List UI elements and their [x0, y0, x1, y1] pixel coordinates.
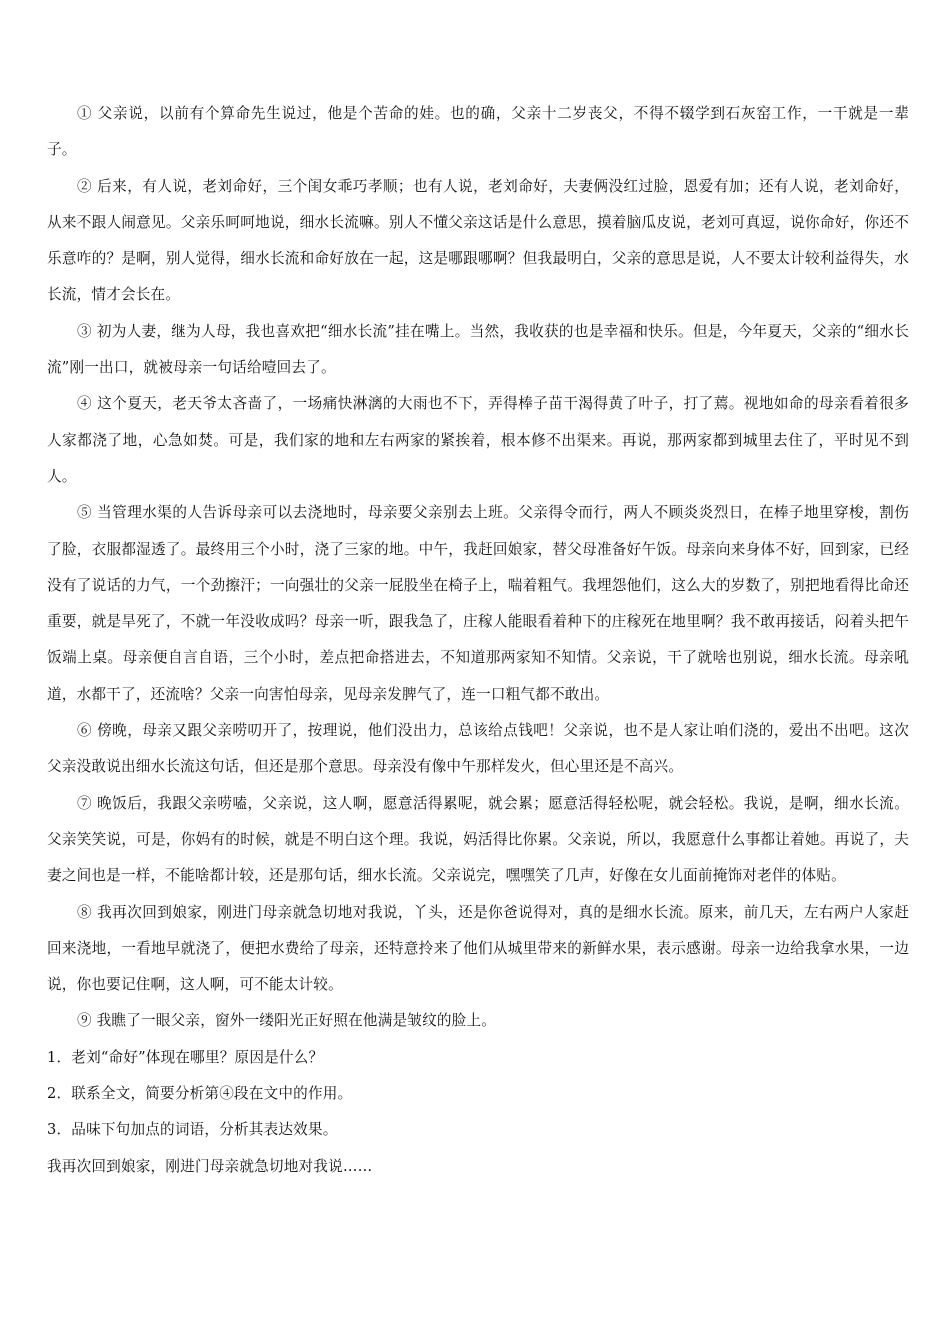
paragraph-3: ③ 初为人妻，继为人母，我也喜欢把“细水长流”挂在嘴上。当然，我收获的也是幸福和快乐。但是，今年夏天，父亲的“细水长流”刚一出口，就被母亲一句话给噎回去了。 — [47, 322, 909, 377]
paragraph-8: ⑧ 我再次回到娘家，刚进门母亲就急切地对我说，丫头，还是你爸说得对，真的是细水长流。原来，前几天，左右两户人家赶回来浇地，一看地早就浇了，便把水费给了母亲，还特意拎来了他们从城里带来的新鲜水果，表示感谢。母亲一边给我拿水果，一边说，你也要记住啊，这人啊，可不能太计较。 — [47, 903, 909, 994]
question-3: 3．品味下句加点的词语，分析其表达效果。 — [47, 1121, 338, 1139]
question-1: 1．老刘“命好”体现在哪里？原因是什么？ — [47, 1048, 324, 1066]
paragraph-9: ⑨ 我瞧了一眼父亲，窗外一缕阳光正好照在他满是皱纹的脸上。 — [77, 1012, 497, 1030]
paragraph-2: ② 后来，有人说，老刘命好，三个闺女乖巧孝顺；也有人说，老刘命好，夫妻俩没红过脸，恩爱有加；还有人说，老刘命好，从来不跟人闹意见。父亲乐呵呵地说，细水长流嘛。别人不懂父亲这话是什么意思，摸着脑瓜皮说，老刘可真逗，说你命好，你还不乐意咋的？是啊，别人觉得，细水长流和命好放在一起，这是哪跟哪啊？但我最明白，父亲的意思是说，人不要太计较利益得失，水长流，情才会长在。 — [47, 177, 909, 304]
question-2: 2．联系全文，简要分析第④段在文中的作用。 — [47, 1085, 353, 1103]
quoted-sentence: 我再次回到娘家，刚进门母亲就急切地对我说…… — [47, 1157, 373, 1175]
document-page — [47, 96, 909, 1185]
paragraph-6: ⑥ 傍晚，母亲又跟父亲唠叨开了，按理说，他们没出力，总该给点钱吧！父亲说，也不是人家让咱们浇的，爱出不出吧。这次父亲没敢说出细水长流这句话，但还是那个意思。母亲没有像中午那样发火，但心里还是不高兴。 — [47, 722, 909, 776]
paragraph-4: ④ 这个夏天，老天爷太吝啬了，一场痛快淋漓的大雨也不下，弄得棒子苗干渴得黄了叶子，打了蔫。视地如命的母亲看着很多人家都浇了地，心急如焚。可是，我们家的地和左右两家的紧挨着，根本修不出渠来。再说，那两家都到城里去住了，平时见不到人。 — [47, 395, 909, 485]
paragraph-5: ⑤ 当管理水渠的人告诉母亲可以去浇地时，母亲要父亲别去上班。父亲得令而行，两人不顾炎炎烈日，在棒子地里穿梭，割伤了脸，衣服都湿透了。最终用三个小时，浇了三家的地。中午，我赶回娘家，替父母准备好午饭。母亲向来身体不好，回到家，已经没有了说话的力气，一个劲擦汗；一向强壮的父亲一屁股坐在椅子上，喘着粗气。我埋怨他们，这么大的岁数了，别把地看得比命还重要，就是旱死了，不就一年没收成吗？母亲一听，跟我急了，庄稼人能眼看着种下的庄稼死在地里啊？我不敢再接话，闷着头把午饭端上桌。母亲便自言自语，三个小时，差点把命搭进去，不知道那两家知不知情。父亲说，干了就啥也别说，细水长流。母亲吼道，水都干了，还流啥？父亲一向害怕母亲，见母亲发脾气了，连一口粗气都不敢出。 — [47, 504, 909, 703]
paragraph-1: ① 父亲说，以前有个算命先生说过，他是个苦命的娃。也的确，父亲十二岁丧父，不得不辍学到石灰窑工作，一干就是一辈子。 — [47, 105, 909, 159]
paragraph-7: ⑦ 晚饭后，我跟父亲唠嗑，父亲说，这人啊，愿意活得累呢，就会累；愿意活得轻松呢，就会轻松。我说，是啊，细水长流。父亲笑笑说，可是，你妈有的时候，就是不明白这个理。我说，妈活得比你累。父亲说，所以，我愿意什么事都让着她。再说了，夫妻之间也是一样，不能啥都计较，还是那句话，细水长流。父亲说完，嘿嘿笑了几声，好像在女儿面前掩饰对老伴的体贴。 — [47, 794, 909, 885]
